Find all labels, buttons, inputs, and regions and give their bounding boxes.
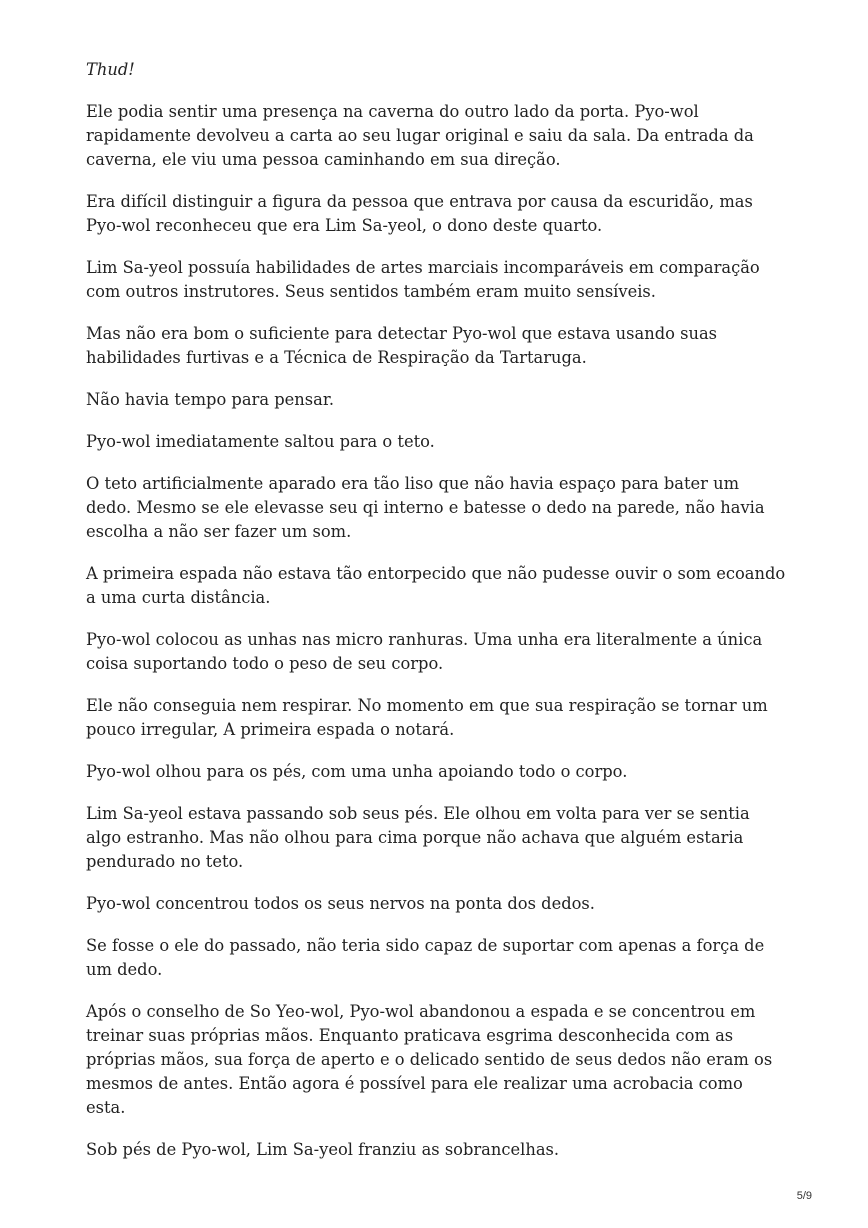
paragraph-11: Ele não conseguia nem respirar. No momento em que sua respiração se tornar um pouco irregular, A primeira espada o notará. bbox=[86, 696, 768, 739]
paragraph-6: Não havia tempo para pensar. bbox=[86, 390, 334, 409]
page-number: 5/9 bbox=[796, 1190, 812, 1202]
paragraph-2: Ele podia sentir uma presença na caverna do outro lado da porta. Pyo-wol rapidamente devolveu a carta ao seu lugar original e saiu da sala. Da entrada da caverna, ele viu uma pessoa caminhando em sua direção. bbox=[86, 102, 754, 169]
paragraph-7: Pyo-wol imediatamente saltou para o teto. bbox=[86, 432, 435, 451]
paragraph-15: Se fosse o ele do passado, não teria sido capaz de suportar com apenas a força de um dedo. bbox=[86, 936, 765, 979]
paragraph-16: Após o conselho de So Yeo-wol, Pyo-wol abandonou a espada e se concentrou em treinar suas próprias mãos. Enquanto praticava esgrima desconhecida com as próprias mãos, sua força de aperto e o delicado sentido de seus dedos não eram os mesmos de antes. Então agora é possível para ele realizar uma acrobacia como esta. bbox=[86, 1002, 773, 1117]
paragraph-9: A primeira espada não estava tão entorpecido que não pudesse ouvir o som ecoando a uma curta distância. bbox=[86, 564, 786, 607]
paragraph-10: Pyo-wol colocou as unhas nas micro ranhuras. Uma unha era literalmente a única coisa suportando todo o peso de seu corpo. bbox=[86, 630, 763, 673]
paragraph-12: Pyo-wol olhou para os pés, com uma unha apoiando todo o corpo. bbox=[86, 762, 628, 781]
paragraph-4: Lim Sa-yeol possuía habilidades de artes marciais incomparáveis em comparação com outros instrutores. Seus sentidos também eram muito sensíveis. bbox=[86, 258, 760, 301]
paragraph-1: Thud! bbox=[86, 60, 135, 79]
paragraph-3: Era difícil distinguir a figura da pessoa que entrava por causa da escuridão, mas Pyo-wol reconheceu que era Lim Sa-yeol, o dono deste quarto. bbox=[86, 192, 753, 235]
paragraph-8: O teto artificialmente aparado era tão liso que não havia espaço para bater um dedo. Mesmo se ele elevasse seu qi interno e batesse o dedo na parede, não havia escolha a não ser fazer um som. bbox=[86, 474, 765, 541]
paragraph-14: Pyo-wol concentrou todos os seus nervos na ponta dos dedos. bbox=[86, 894, 595, 913]
paragraph-5: Mas não era bom o suficiente para detectar Pyo-wol que estava usando suas habilidades furtivas e a Técnica de Respiração da Tartaruga. bbox=[86, 324, 718, 367]
paragraph-17: Sob pés de Pyo-wol, Lim Sa-yeol franziu as sobrancelhas. bbox=[86, 1140, 560, 1159]
document-body bbox=[86, 58, 786, 1180]
paragraph-13: Lim Sa-yeol estava passando sob seus pés. Ele olhou em volta para ver se sentia algo estranho. Mas não olhou para cima porque não achava que alguém estaria pendurado no teto. bbox=[86, 804, 750, 871]
